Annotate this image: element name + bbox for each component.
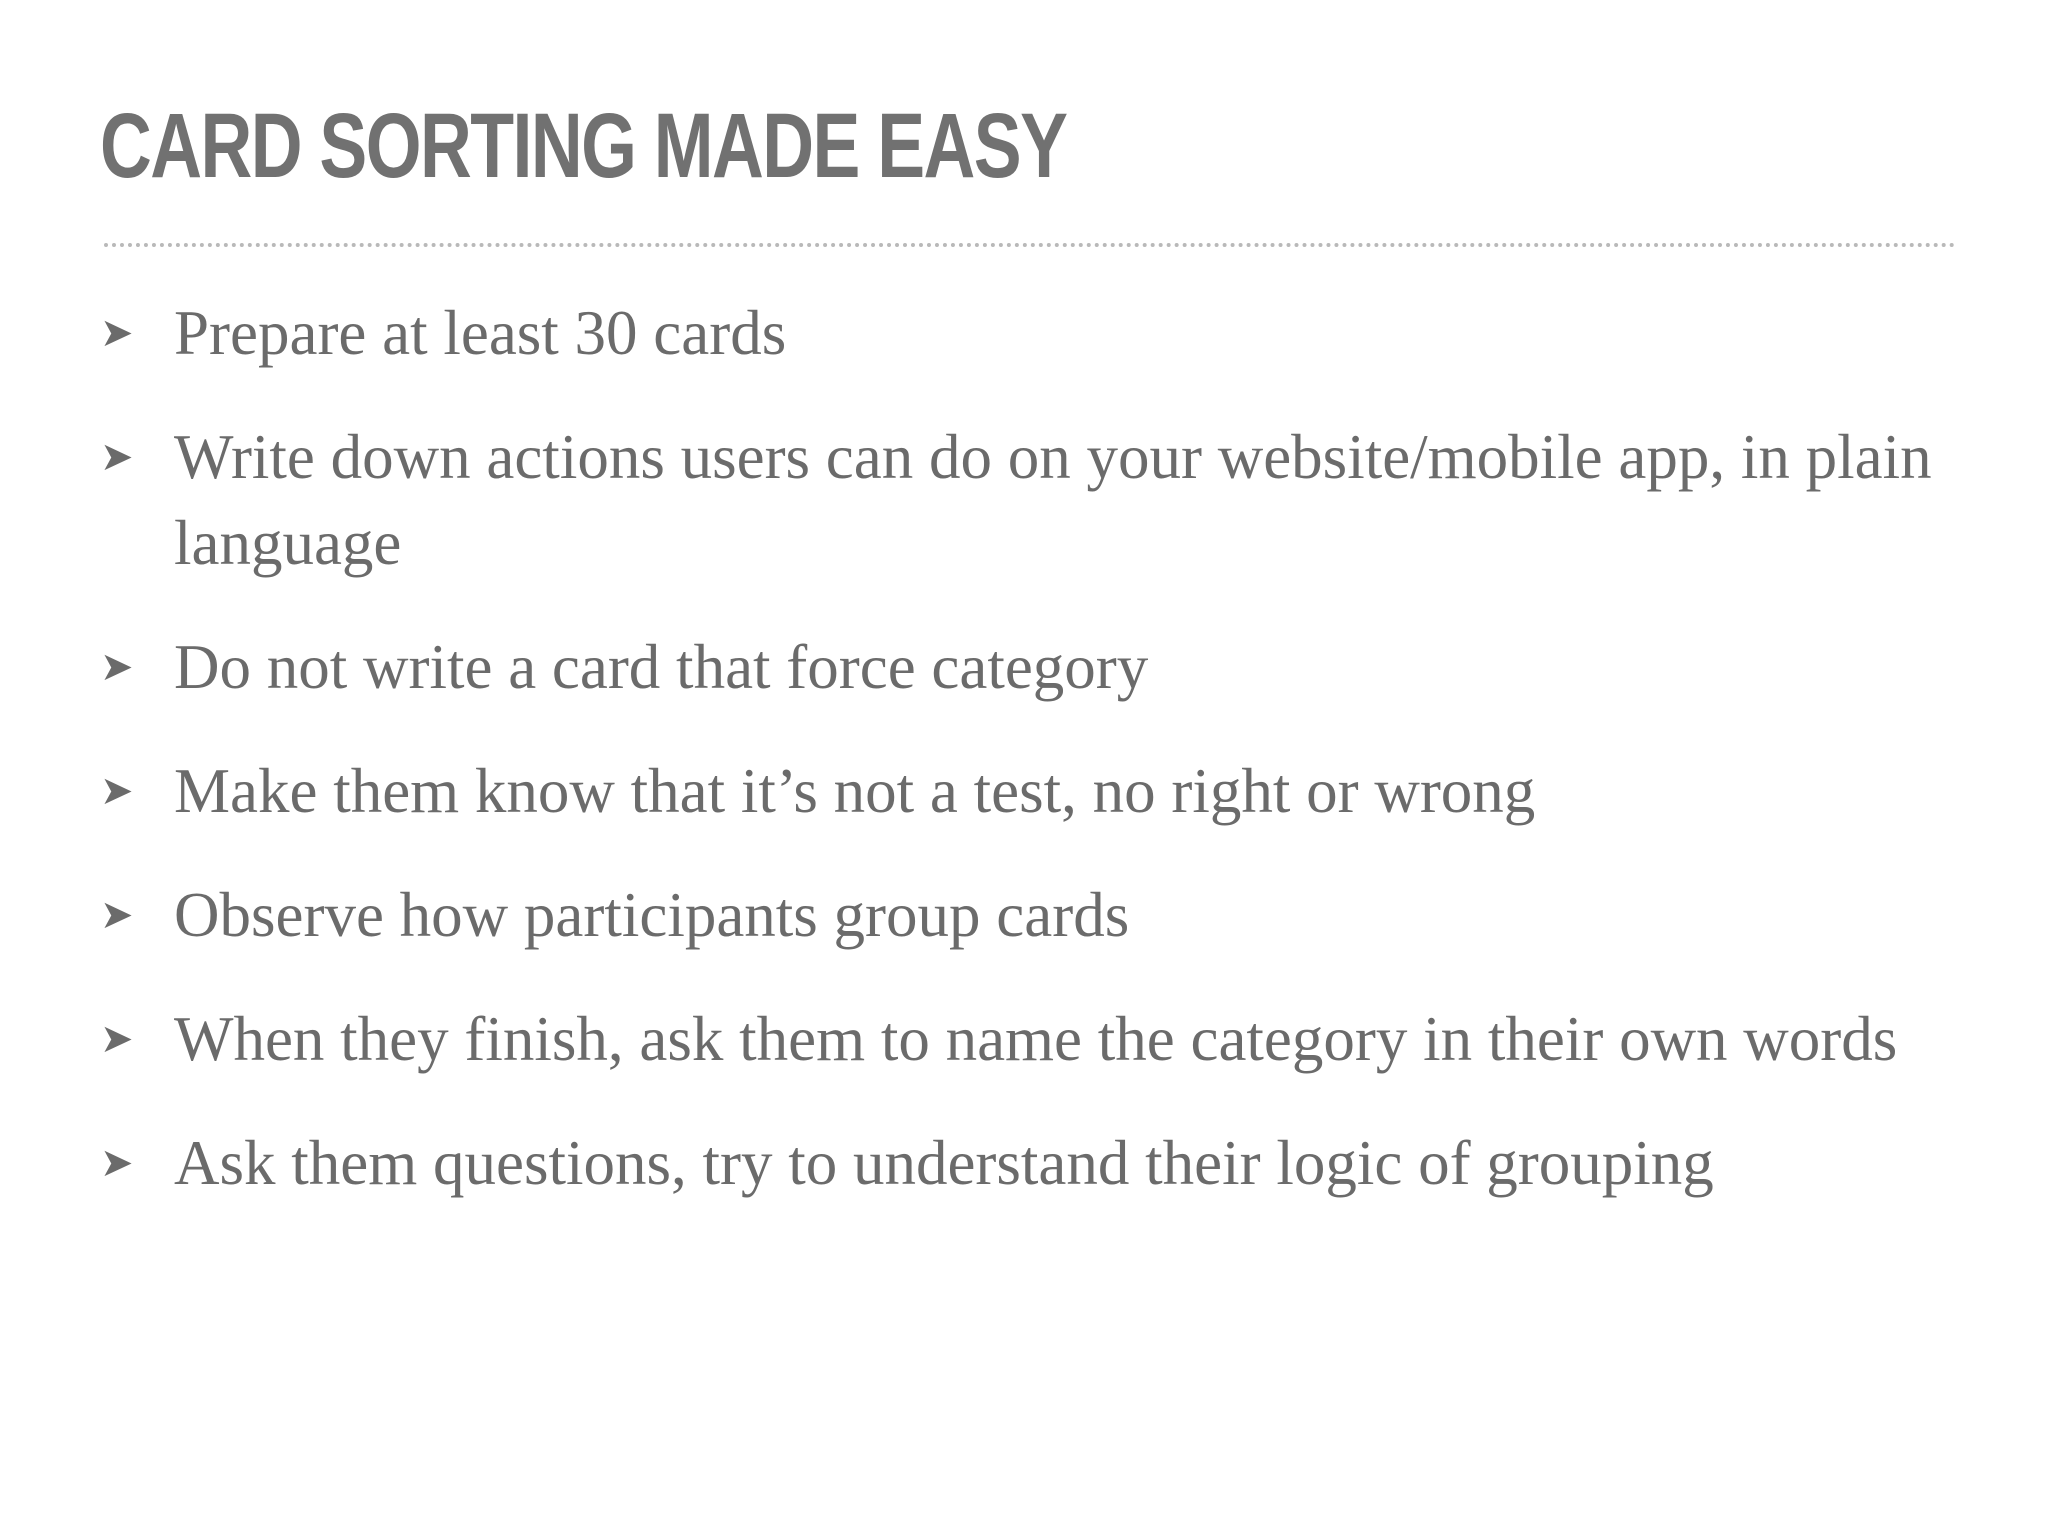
list-item: [100, 624, 1970, 710]
arrowhead-bullet-icon: ➤: [100, 644, 134, 690]
bullet-text: Write down actions users can do on your website/mobile app, in plain language: [174, 422, 1932, 578]
list-item: [100, 996, 1970, 1082]
bullet-text: Do not write a card that force category: [174, 632, 1149, 702]
arrowhead-bullet-icon: ➤: [100, 768, 134, 814]
list-item: [100, 872, 1970, 958]
bullet-text: Prepare at least 30 cards: [174, 298, 787, 368]
dotted-divider: [104, 243, 1956, 247]
bullet-text: When they finish, ask them to name the category in their own words: [174, 1004, 1898, 1074]
arrowhead-bullet-icon: ➤: [100, 310, 134, 356]
list-item: [100, 414, 1970, 586]
list-item: [100, 1120, 1970, 1206]
list-item: [100, 748, 1970, 834]
slide-title: CARD SORTING MADE EASY: [100, 95, 1067, 197]
arrowhead-bullet-icon: ➤: [100, 892, 134, 938]
bullet-list: [100, 290, 1970, 1244]
arrowhead-bullet-icon: ➤: [100, 1140, 134, 1186]
bullet-text: Make them know that it’s not a test, no right or wrong: [174, 756, 1536, 826]
arrowhead-bullet-icon: ➤: [100, 434, 134, 480]
arrowhead-bullet-icon: ➤: [100, 1016, 134, 1062]
bullet-text: Observe how participants group cards: [174, 880, 1130, 950]
list-item: [100, 290, 1970, 376]
bullet-text: Ask them questions, try to understand their logic of grouping: [174, 1128, 1714, 1198]
